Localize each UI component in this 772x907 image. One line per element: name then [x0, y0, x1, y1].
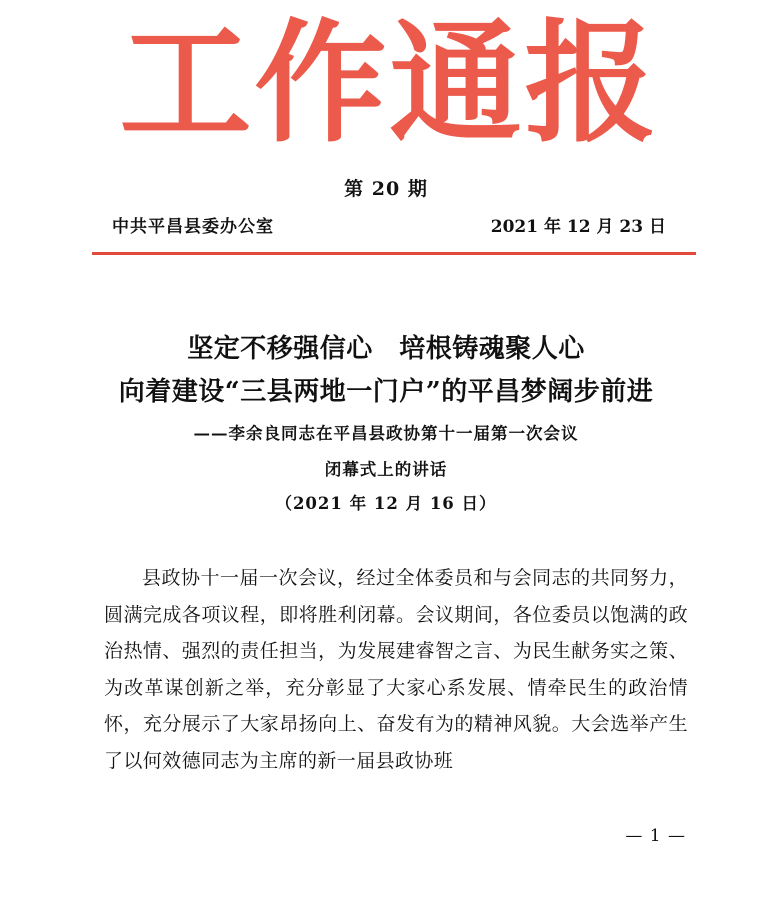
speech-date: （2021 年 12 月 16 日）: [275, 494, 497, 513]
article-subtitle-line-1: ——李余良同志在平昌县政协第十一届第一次会议: [193, 424, 579, 443]
masthead-char-3: 通: [389, 6, 522, 161]
masthead-char-4: 报: [524, 6, 657, 161]
article-subtitle-line-2: 闭幕式上的讲话: [324, 460, 448, 479]
article-title-line-1: 坚定不移强信心 培根铸魂聚人心: [187, 334, 585, 364]
page-number: — 1 —: [625, 826, 686, 846]
header-divider: [92, 252, 696, 255]
article-title-line-2: 向着建设“三县两地一门户”的平昌梦阔步前进: [118, 377, 654, 407]
masthead-title: [118, 8, 658, 160]
masthead-char-2: 作: [254, 6, 387, 161]
issuing-office: 中共平昌县委办公室: [112, 217, 274, 237]
issue-date: 2021 年 12 月 23 日: [490, 217, 666, 237]
masthead-char-1: 工: [119, 6, 252, 161]
body-paragraph: 县政协十一届一次会议，经过全体委员和与会同志的共同努力，圆满完成各项议程，即将胜利闭幕。会议期间，各位委员以饱满的政治热情、强烈的责任担当，为发展建睿智之言、为民生献务实之策、为改革谋创新之举，充分彰显了大家心系发展、情牵民生的政治情怀，充分展示了大家昂扬向上、奋发有为的精神风貌。大会选举产生了以何效德同志为主席的新一届县政协班: [104, 567, 688, 772]
issue-number: 第 20 期: [344, 178, 428, 200]
